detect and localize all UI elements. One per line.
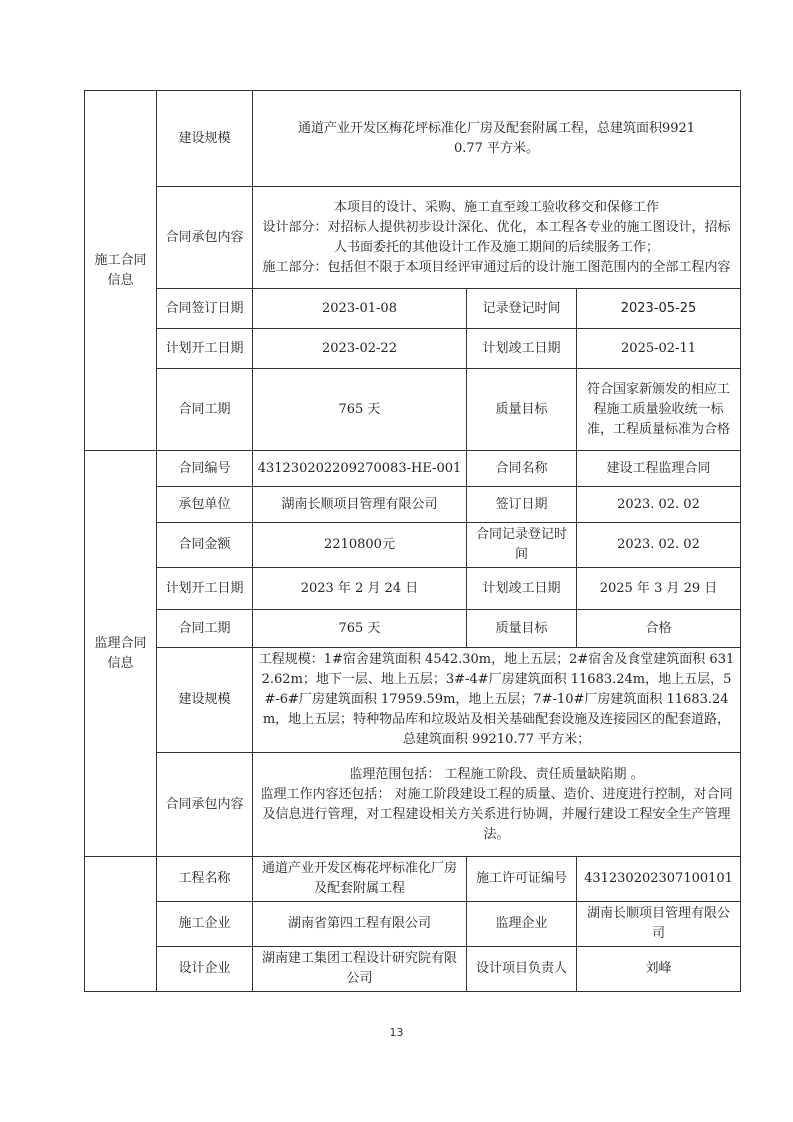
supervision-plan-end-value: 2025 年 3 月 29 日 — [577, 568, 741, 610]
builder-value: 湖南省第四工程有限公司 — [253, 902, 467, 947]
table-row — [85, 289, 741, 329]
supervision-plan-start-value: 2023 年 2 月 24 日 — [253, 568, 467, 610]
permit-section-blank — [85, 857, 157, 992]
table-row — [85, 857, 741, 902]
content-line: 本项目的设计、采购、施工直至竣工验收移交和保修工作 — [334, 199, 660, 215]
project-info-table — [84, 90, 741, 992]
contract-number-value: 431230202209270083-HE-001 — [253, 451, 467, 487]
supervision-duration-value: 765 天 — [253, 610, 467, 648]
duration-label: 合同工期 — [157, 369, 253, 451]
construction-section-label: 施工合同信息 — [85, 91, 157, 451]
supervision-scale-value: 工程规模：1#宿舍建筑面积 4542.30m，地上五层；2#宿舍及食堂建筑面积 6312.62m；地下一层、地上五层；3#-4#厂房建筑面积 11683.24m，地上五层，5#-6#厂房建筑面积 17959.59m，地上五层；7#-10#厂房建筑面积 11683.24m，地上五层；特种物品库和垃圾站及相关基础配套设施及连接园区的配套道路，总建筑面积 99210.77 平方米； — [253, 648, 741, 753]
content-line: 设计部分：对招标人提供初步设计深化、优化，本工程各专业的施工图设计，招标人书面委托的其他设计工作及施工期间的后续服务工作； — [262, 219, 731, 255]
quality-label: 质量目标 — [467, 369, 577, 451]
supervision-sign-date-label: 签订日期 — [467, 487, 577, 523]
contractor-value: 湖南长顺项目管理有限公司 — [253, 487, 467, 523]
permit-no-value: 431230202307100101 — [577, 857, 741, 902]
supervisor-label: 监理企业 — [467, 902, 577, 947]
contract-content-label: 合同承包内容 — [157, 187, 253, 289]
design-lead-value: 刘峰 — [577, 947, 741, 992]
contract-name-label: 合同名称 — [467, 451, 577, 487]
supervision-sign-date-value: 2023. 02. 02 — [577, 487, 741, 523]
record-value: 2023. 02. 02 — [577, 523, 741, 568]
scale-label: 建设规模 — [157, 91, 253, 187]
designer-label: 设计企业 — [157, 947, 253, 992]
record-date-label: 记录登记时间 — [467, 289, 577, 329]
table-row — [85, 610, 741, 648]
content-line: 监理范围包括： 工程施工阶段、责任质量缺陷期 。 — [349, 766, 644, 782]
design-lead-label: 设计项目负责人 — [467, 947, 577, 992]
plan-end-label: 计划竣工日期 — [467, 329, 577, 369]
table-row — [85, 91, 741, 187]
contract-content-value — [253, 187, 741, 289]
contract-number-label: 合同编号 — [157, 451, 253, 487]
table-row — [85, 753, 741, 857]
table-row — [85, 487, 741, 523]
project-name-value: 通道产业开发区梅花坪标准化厂房及配套附属工程 — [253, 857, 467, 902]
supervision-scale-label: 建设规模 — [157, 648, 253, 753]
supervision-quality-value: 合格 — [577, 610, 741, 648]
project-name-label: 工程名称 — [157, 857, 253, 902]
supervision-duration-label: 合同工期 — [157, 610, 253, 648]
supervision-content-value — [253, 753, 741, 857]
supervisor-value: 湖南长顺项目管理有限公司 — [577, 902, 741, 947]
permit-no-label: 施工许可证编号 — [467, 857, 577, 902]
amount-value: 2210800元 — [253, 523, 467, 568]
sign-date-value: 2023-01-08 — [253, 289, 467, 329]
table-row — [85, 369, 741, 451]
sign-date-label: 合同签订日期 — [157, 289, 253, 329]
plan-start-value: 2023-02-22 — [253, 329, 467, 369]
supervision-plan-start-label: 计划开工日期 — [157, 568, 253, 610]
content-line: 监理工作内容还包括： 对施工阶段建设工程的质量、造价、进度进行控制，对合同及信息进行管理，对工程建设相关方关系进行协调，并履行建设工程安全生产管理法。 — [260, 786, 733, 842]
record-date-value: 2023-05-25 — [577, 289, 741, 329]
scale-value: 通道产业开发区梅花坪标准化厂房及配套附属工程，总建筑面积99210.77 平方米。 — [253, 91, 741, 187]
amount-label: 合同金额 — [157, 523, 253, 568]
supervision-quality-label: 质量目标 — [467, 610, 577, 648]
duration-value: 765 天 — [253, 369, 467, 451]
plan-start-label: 计划开工日期 — [157, 329, 253, 369]
quality-value: 符合国家新颁发的相应工程施工质量验收统一标准，工程质量标准为合格 — [577, 369, 741, 451]
contract-name-value: 建设工程监理合同 — [577, 451, 741, 487]
supervision-section-label: 监理合同信息 — [85, 451, 157, 857]
page-number: 13 — [389, 1026, 404, 1039]
plan-end-value: 2025-02-11 — [577, 329, 741, 369]
record-label: 合同记录登记时间 — [467, 523, 577, 568]
table-row — [85, 947, 741, 992]
content-line: 施工部分：包括但不限于本项目经评审通过后的设计施工图范围内的全部工程内容 — [262, 259, 731, 275]
table-row — [85, 902, 741, 947]
table-row — [85, 187, 741, 289]
builder-label: 施工企业 — [157, 902, 253, 947]
table-row — [85, 568, 741, 610]
table-row — [85, 523, 741, 568]
table-row — [85, 329, 741, 369]
table-row — [85, 648, 741, 753]
contractor-label: 承包单位 — [157, 487, 253, 523]
supervision-plan-end-label: 计划竣工日期 — [467, 568, 577, 610]
designer-value: 湖南建工集团工程设计研究院有限公司 — [253, 947, 467, 992]
supervision-content-label: 合同承包内容 — [157, 753, 253, 857]
table-row — [85, 451, 741, 487]
